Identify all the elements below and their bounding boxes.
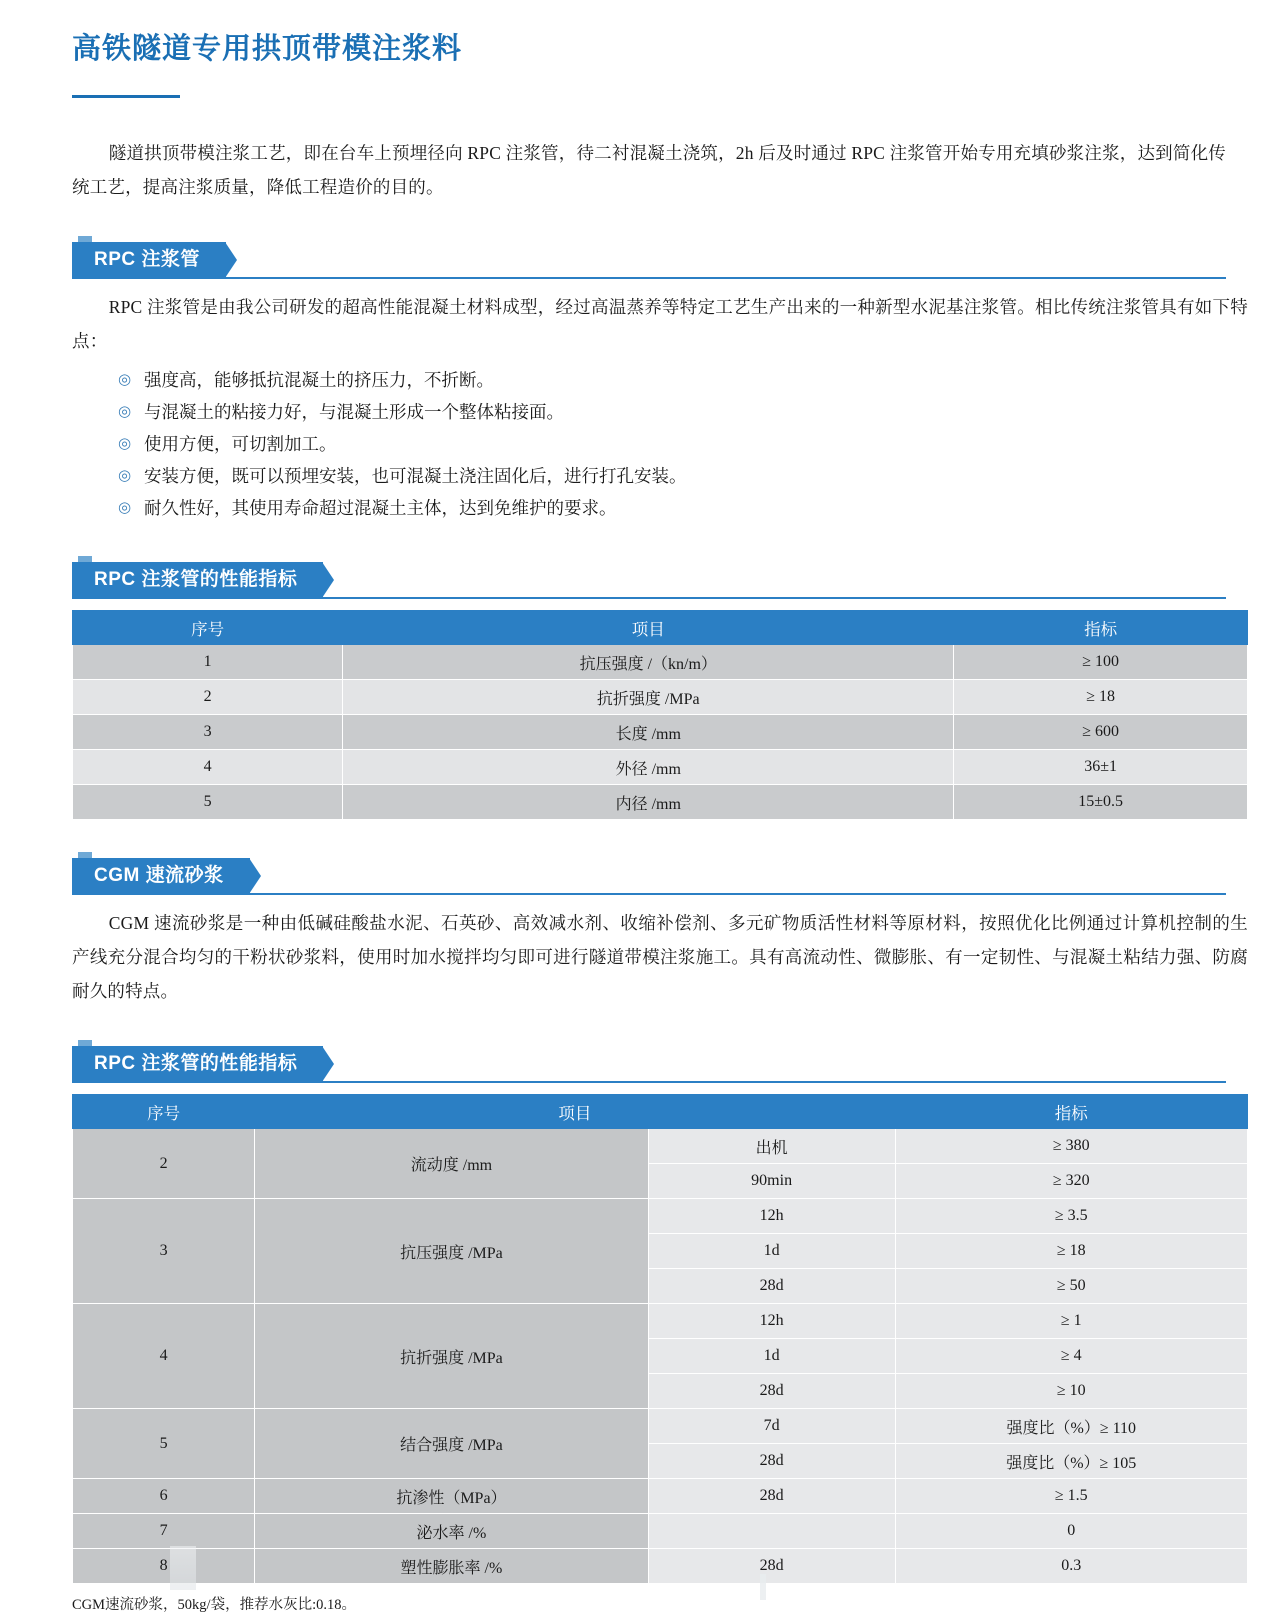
- cell-index: ≥ 1: [895, 1304, 1248, 1339]
- cell-index: ≥ 100: [954, 645, 1248, 680]
- table-row: [73, 1479, 1248, 1514]
- column-header-no: 序号: [73, 611, 343, 645]
- cell-item: 抗压强度 /MPa: [255, 1199, 649, 1304]
- cell-index: ≥ 18: [954, 680, 1248, 715]
- cell-condition: 28d: [648, 1444, 895, 1479]
- cell-index: ≥ 18: [895, 1234, 1248, 1269]
- column-header-index: 指标: [895, 1095, 1248, 1129]
- cell-item: 抗渗性（MPa）: [255, 1479, 649, 1514]
- section-heading-rpc-underline: [72, 277, 1226, 279]
- circle-bullet-icon: ◎: [118, 468, 132, 484]
- table-row: [73, 750, 1248, 785]
- cell-index: 15±0.5: [954, 785, 1248, 820]
- circle-bullet-icon: ◎: [118, 372, 132, 388]
- intro-block: [72, 136, 1248, 204]
- table-footnote: CGM速流砂浆，50kg/袋，推荐水灰比:0.18。: [72, 1597, 356, 1613]
- cell-item: 抗压强度 /（kn/m）: [343, 645, 954, 680]
- watermark-decoration-secondary: [760, 1574, 766, 1600]
- cell-no: 5: [73, 1409, 255, 1479]
- list-item: [118, 428, 1248, 460]
- cell-index: ≥ 320: [895, 1164, 1248, 1199]
- section-heading-rpc: [72, 242, 1248, 278]
- table-row: [73, 1409, 1248, 1444]
- cell-index: 强度比（%）≥ 110: [895, 1409, 1248, 1444]
- list-item-label: 与混凝土的粘接力好，与混凝土形成一个整体粘接面。: [144, 402, 564, 422]
- rpc-paragraph: RPC 注浆管是由我公司研发的超高性能混凝土材料成型，经过高温蒸养等特定工艺生产出来的一种新型水泥基注浆管。相比传统注浆管具有如下特点：: [72, 297, 1248, 351]
- list-item-label: 耐久性好，其使用寿命超过混凝土主体，达到免维护的要求。: [144, 498, 617, 518]
- column-header-item: 项目: [343, 611, 954, 645]
- section-heading-rpc-table-label: RPC 注浆管的性能指标: [72, 562, 323, 598]
- cell-no: 8: [73, 1549, 255, 1584]
- cell-item: 内径 /mm: [343, 785, 954, 820]
- table-row: [73, 1129, 1248, 1164]
- title-divider: [72, 95, 180, 98]
- section-heading-cgm-table: [72, 1046, 1248, 1082]
- table-header-row: [73, 1095, 1248, 1129]
- table-row: [73, 1549, 1248, 1584]
- cell-condition: 28d: [648, 1549, 895, 1584]
- column-header-item: 项目: [255, 1095, 895, 1129]
- cell-no: 1: [73, 645, 343, 680]
- cell-no: 4: [73, 750, 343, 785]
- section-heading-cgm: [72, 858, 1248, 894]
- cell-no: 3: [73, 1199, 255, 1304]
- cell-condition: 28d: [648, 1269, 895, 1304]
- table-row: [73, 680, 1248, 715]
- circle-bullet-icon: ◎: [118, 436, 132, 452]
- list-item: [118, 460, 1248, 492]
- rpc-performance-table: [72, 610, 1248, 820]
- cell-index: ≥ 380: [895, 1129, 1248, 1164]
- cell-condition: 12h: [648, 1304, 895, 1339]
- cell-index: ≥ 3.5: [895, 1199, 1248, 1234]
- cell-no: 2: [73, 1129, 255, 1199]
- table-row: [73, 785, 1248, 820]
- list-item: [118, 492, 1248, 524]
- cell-item: 流动度 /mm: [255, 1129, 649, 1199]
- section-heading-cgm-table-label: RPC 注浆管的性能指标: [72, 1046, 323, 1082]
- cell-item: 抗折强度 /MPa: [255, 1304, 649, 1409]
- cell-no: 4: [73, 1304, 255, 1409]
- table-row: [73, 1199, 1248, 1234]
- page-title: 高铁隧道专用拱顶带模注浆料: [72, 33, 463, 65]
- cell-condition: 12h: [648, 1199, 895, 1234]
- cell-no: 6: [73, 1479, 255, 1514]
- section-heading-rpc-table: [72, 562, 1248, 598]
- rpc-feature-list: [72, 364, 1248, 524]
- cell-item: 结合强度 /MPa: [255, 1409, 649, 1479]
- list-item: [118, 364, 1248, 396]
- table-row: [73, 715, 1248, 750]
- watermark-decoration: [170, 1546, 196, 1590]
- circle-bullet-icon: ◎: [118, 500, 132, 516]
- column-header-index: 指标: [954, 611, 1248, 645]
- cell-item: 外径 /mm: [343, 750, 954, 785]
- table-row: [73, 645, 1248, 680]
- cell-index: 强度比（%）≥ 105: [895, 1444, 1248, 1479]
- cell-condition: 1d: [648, 1339, 895, 1374]
- cell-index: 36±1: [954, 750, 1248, 785]
- cell-index: ≥ 10: [895, 1374, 1248, 1409]
- cell-index: ≥ 1.5: [895, 1479, 1248, 1514]
- list-item-label: 强度高，能够抵抗混凝土的挤压力，不折断。: [144, 370, 494, 390]
- table-row: [73, 1304, 1248, 1339]
- list-item: [118, 396, 1248, 428]
- cell-no: 2: [73, 680, 343, 715]
- section-heading-cgm-label: CGM 速流砂浆: [72, 858, 250, 894]
- cell-no: 5: [73, 785, 343, 820]
- cell-item: 塑性膨胀率 /%: [255, 1549, 649, 1584]
- cell-index: ≥ 600: [954, 715, 1248, 750]
- cell-condition: 7d: [648, 1409, 895, 1444]
- cell-condition: [648, 1514, 895, 1549]
- intro-paragraph: 隧道拱顶带模注浆工艺，即在台车上预埋径向 RPC 注浆管，待二衬混凝土浇筑，2h 后及时通过 RPC 注浆管开始专用充填砂浆注浆，达到简化传统工艺，提高注浆质量，降低工程造价的目的。: [72, 143, 1226, 197]
- cell-condition: 90min: [648, 1164, 895, 1199]
- cell-condition: 28d: [648, 1374, 895, 1409]
- list-item-label: 安装方便，既可以预埋安装，也可混凝土浇注固化后，进行打孔安装。: [144, 466, 687, 486]
- table-row: [73, 1514, 1248, 1549]
- cell-index: ≥ 4: [895, 1339, 1248, 1374]
- circle-bullet-icon: ◎: [118, 404, 132, 420]
- list-item-label: 使用方便，可切割加工。: [144, 434, 337, 454]
- table-header-row: [73, 611, 1248, 645]
- cell-condition: 出机: [648, 1129, 895, 1164]
- cell-item: 长度 /mm: [343, 715, 954, 750]
- cell-index: 0.3: [895, 1549, 1248, 1584]
- cell-condition: 1d: [648, 1234, 895, 1269]
- cell-index: ≥ 50: [895, 1269, 1248, 1304]
- cgm-paragraph: CGM 速流砂浆是一种由低碱硅酸盐水泥、石英砂、高效减水剂、收缩补偿剂、多元矿物质活性材料等原材料，按照优化比例通过计算机控制的生产线充分混合均匀的干粉状砂浆料，使用时加水搅拌均匀即可进行隧道带模注浆施工。具有高流动性、微膨胀、有一定韧性、与混凝土粘结力强、防腐耐久的特点。: [72, 913, 1248, 1001]
- cell-item: 泌水率 /%: [255, 1514, 649, 1549]
- cell-index: 0: [895, 1514, 1248, 1549]
- cell-condition: 28d: [648, 1479, 895, 1514]
- cell-no: 7: [73, 1514, 255, 1549]
- section-heading-rpc-label: RPC 注浆管: [72, 242, 226, 278]
- cell-item: 抗折强度 /MPa: [343, 680, 954, 715]
- column-header-no: 序号: [73, 1095, 255, 1129]
- cell-no: 3: [73, 715, 343, 750]
- cgm-performance-table: [72, 1094, 1248, 1584]
